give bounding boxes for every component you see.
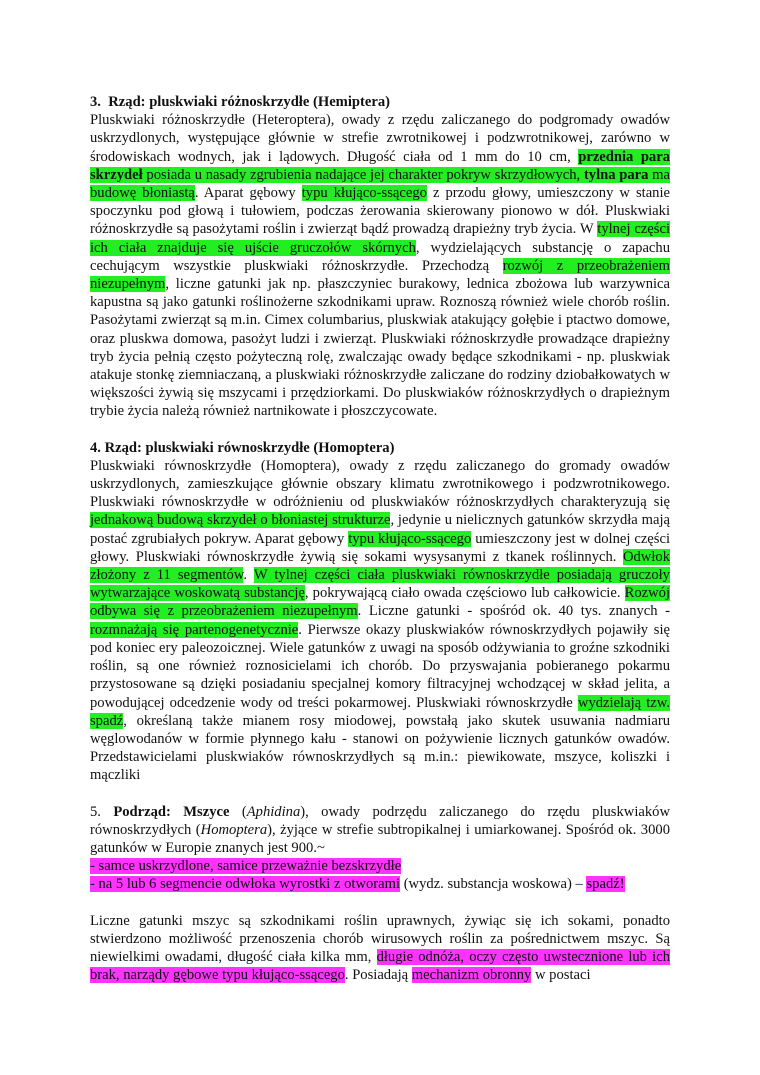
text: ), owady podrzędu zaliczanego do rzędu pluskwiaków równoskrzydłych ( bbox=[90, 803, 670, 838]
highlight-green: rozmnażają się partenogenetycznie bbox=[90, 621, 299, 638]
section-5-body bbox=[90, 912, 670, 985]
highlight-magenta: - samce uskrzydlone, samice przeważnie bezskrzydłe bbox=[90, 858, 402, 875]
bullet-1 bbox=[90, 857, 670, 875]
highlight-green: Odwłok złożony z 11 segmentów bbox=[90, 548, 670, 584]
text: , określaną także mianem rosy miodowej, powstałą jako skutek usuwania nadmiaru węglowodanów w formie płynnego kału - stanowi on pożywienie licznych gatunków owadów. Przedstawicielami pluskwiaków równoskrzydłych są m.in.: piewikowate, mszyce, koliszki i mączliki bbox=[90, 712, 670, 784]
section-4-body bbox=[90, 457, 670, 785]
section-5-intro bbox=[90, 803, 670, 858]
highlight-magenta: spadź! bbox=[586, 876, 625, 893]
highlight-green: typu kłująco-ssącego bbox=[348, 530, 472, 547]
text: . Pierwsze okazy pluskwiaków równoskrzydłych pojawiły się pod koniec ery paleozoicznej. Wiele gatunków z uwagi na sposób odżywiania to groźne szkodniki roślin, są one również roznosicielami ich chorób. Do przyswajania pobieranego pokarmu przystosowane są dzięki posiadaniu specjalnej komory filtracyjnej wchodzącej w skład jelita, a powodującej odcedzenie wody od treści pokarmowej. Pluskwiaki równoskrzydłe bbox=[90, 621, 671, 711]
highlight-green: tylnej części ich ciała znajduje się ujście gruczołów skórnych bbox=[90, 221, 670, 256]
highlight-green: przednia para skrzydeł bbox=[90, 148, 671, 183]
section-number: 3. bbox=[90, 94, 101, 110]
highlight-green: rozwój z przeobrażeniem niezupełnym bbox=[90, 257, 670, 293]
highlight-green: W tylnej części ciała pluskwiaki równoskrzydłe posiadają gruczoły wytwarzające woskowatą substancję bbox=[90, 567, 670, 602]
text: w postaci bbox=[531, 967, 591, 984]
highlight-green: ma budowę błoniastą bbox=[90, 166, 671, 202]
text: Pluskwiaki różnoskrzydłe (Heteroptera), owady z rzędu zaliczanego do podgromady owadów uskrzydlonych, występujące głównie w strefie zwrotnikowej i podzwrotnikowej, zarówno w środowiskach wodnych, jak i lądowych. Długość ciała od 1 mm do 10 cm, bbox=[90, 112, 670, 165]
section-title: Podrząd: Mszyce bbox=[113, 803, 230, 820]
section-5 bbox=[90, 803, 670, 985]
section-3-body bbox=[90, 111, 670, 420]
document-page bbox=[90, 93, 670, 1002]
highlight-green: wydzielają tzw. spadź bbox=[90, 694, 670, 729]
section-4-heading bbox=[90, 439, 670, 457]
highlight-magenta: mechanizm obronny bbox=[411, 967, 532, 984]
text: (wydz. substancja woskowa) – bbox=[400, 876, 587, 893]
text: ( bbox=[229, 803, 247, 820]
section-title: Rząd: pluskwiaki różnoskrzydłe (Hemiptera) bbox=[108, 94, 390, 110]
text: , liczne gatunki jak np. płaszczyniec burakowy, lednica zbożowa lub warzywnica kapustna są jako gatunki roślinożerne szkodnikami upraw. Roznoszą również wiele chorób roślin. Pasożytami zwierząt są m.in. Cimex columbarius, pluskwiak atakujący gołębie i ptactwo domowe, oraz pluskwa domowa, pasożyt ludzi i zwierząt. Pluskwiaki różnoskrzydłe prowadzące drapieżny tryb życia pełnią często pożyteczną rolę, zwalczając owady będące szkodnikami - np. pluskwiak atakuje stonkę ziemniaczaną, a pluskwiaki różnoskrzydłe zaliczane do rodziny dziobałkowatych w większości żywią się mszycami i przędziorkami. Do pluskwiaków różnoskrzydłych o drapieżnym trybie życia należą również nartnikowate i płoszczycowate. bbox=[90, 276, 670, 420]
text: Liczne gatunki mszyc są szkodnikami roślin uprawnych, żywiąc się ich sokami, ponadto stwierdzono możliwość przenoszenia chorób wirusowych roślin za pośrednictwem mszyc. Są niewielkimi owadami, długość ciała kilka mm, bbox=[90, 912, 670, 965]
latin-name: Homoptera bbox=[200, 821, 268, 838]
section-title: Rząd: pluskwiaki równoskrzydłe (Homoptera) bbox=[104, 439, 395, 456]
section-3 bbox=[90, 93, 670, 421]
highlight-green: Rozwój odbywa się z przeobrażeniem niezupełnym bbox=[90, 585, 670, 620]
text: umieszczony jest w dolnej części głowy. Pluskwiaki równoskrzydłe żywią się sokami wysysanymi z tkanek roślinnych. bbox=[90, 530, 670, 565]
highlight-magenta: - na 5 lub 6 segmencie odwłoka wyrostki z otworami bbox=[90, 876, 401, 893]
highlight-green: tylna para bbox=[583, 166, 649, 183]
bullet-2 bbox=[90, 875, 670, 893]
section-4 bbox=[90, 439, 670, 785]
highlight-green: posiada u nasady zgrubienia nadające jej charakter pokryw skrzydłowych, bbox=[142, 166, 584, 183]
text: z przodu głowy, umieszczony w stanie spoczynku pod głową i tułowiem, podczas żerowania skierowany pionowo w dół. Pluskwiaki różnoskrzydłe są pasożytami roślin i zwierząt bądź prowadzą drapieżny tryb życia. W bbox=[90, 185, 671, 238]
text: , jedynie u nielicznych gatunków skrzydła mają postać zgrubiałych pokryw. Aparat gębowy bbox=[90, 512, 670, 547]
section-number: 5. bbox=[90, 803, 101, 820]
text: . Posiadają bbox=[344, 967, 412, 984]
text: , pokrywającą ciało owada częściowo lub całkowicie. bbox=[304, 585, 625, 602]
text: , wydzielających substancję o zapachu cechującym wszystkie pluskwiaki różnoskrzydłe. Przechodzą bbox=[90, 239, 671, 274]
highlight-green: typu kłująco-ssącego bbox=[301, 185, 427, 202]
text: . bbox=[243, 567, 254, 584]
text: . Liczne gatunki - spośród ok. 40 tys. znanych - bbox=[357, 603, 670, 620]
latin-name: Aphidina bbox=[246, 803, 301, 820]
section-number: 4. bbox=[90, 439, 101, 456]
text: ), żyjące w strefie subtropikalnej i umiarkowanej. Spośród ok. 3000 gatunków w Europie znanych jest 900.~ bbox=[90, 821, 670, 856]
highlight-green: jednakową budową skrzydeł o błoniastej strukturze bbox=[90, 512, 391, 529]
highlight-magenta: długie odnóża, oczy często uwstecznione lub ich brak, narządy gębowe typu kłująco-ssącego bbox=[90, 948, 671, 984]
text: Pluskwiaki równoskrzydłe (Homoptera), owady z rzędu zaliczanego do gromady owadów uskrzydlonych, zamieszkujące głównie obszary klimatu zwrotnikowego i podzwrotnikowego. Pluskwiaki równoskrzydłe w odróżnieniu od pluskwiaków różnoskrzydłych charakteryzują się bbox=[90, 457, 670, 511]
text: . Aparat gębowy bbox=[194, 185, 302, 202]
section-3-heading bbox=[90, 93, 670, 111]
spacer bbox=[90, 894, 670, 912]
